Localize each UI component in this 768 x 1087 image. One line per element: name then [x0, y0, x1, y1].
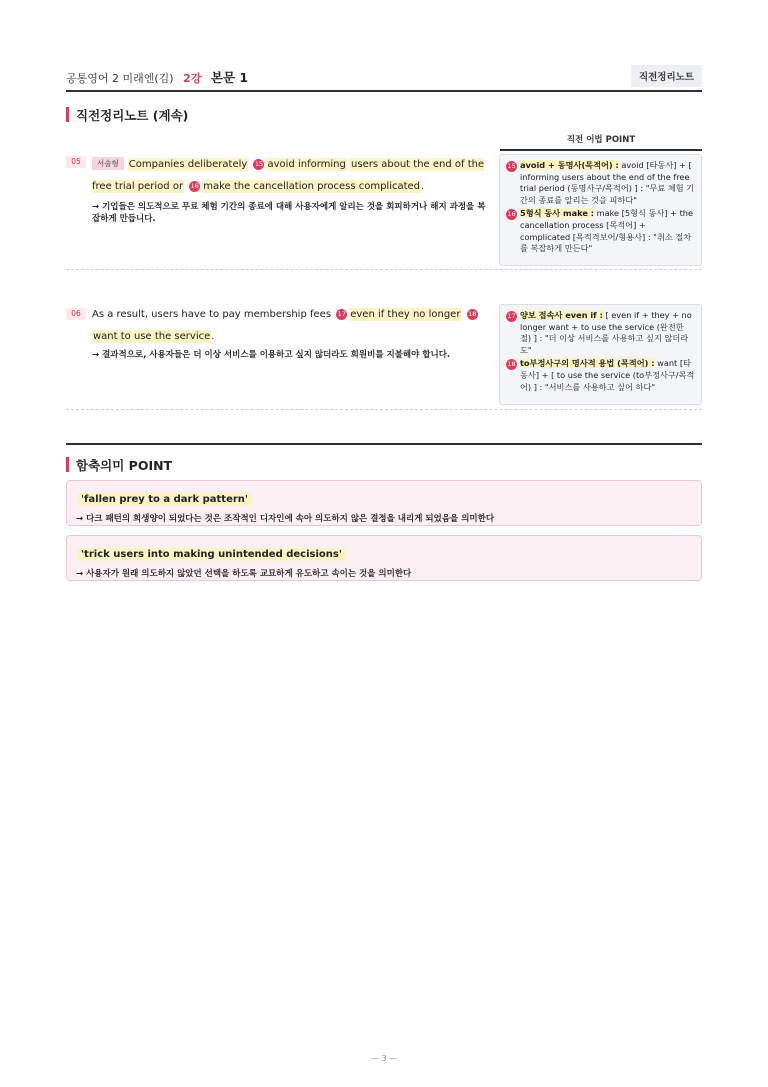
- point-number-badge: 18: [467, 310, 477, 318]
- implication-meaning: → 사용자가 원래 의도하지 않았던 선택을 하도록 교묘하게 유도하고 속이는 것을 의미한다: [76, 569, 412, 579]
- question-type-tag: 서술형: [92, 157, 124, 170]
- highlighted-phrase: make the cancellation process complicated: [203, 181, 421, 192]
- grammar-key: 양보 접속사 even if :: [520, 310, 603, 320]
- grammar-point-item: [506, 160, 695, 206]
- korean-translation: → 결과적으로, 사용자들은 더 이상 서비스를 이용하고 싶지 않더라도 회원비를 지불해야 합니다.: [92, 350, 451, 360]
- implication-meaning: → 다크 패턴의 희생양이 되었다는 것은 조작적인 디자인에 속아 의도하지 않은 결정을 내리게 되었음을 의미한다: [76, 514, 495, 524]
- grammar-point-box: [499, 304, 702, 405]
- grammar-point-item: [506, 358, 695, 393]
- implication-phrase: 'fallen prey to a dark pattern': [77, 493, 252, 506]
- grammar-explanation: avoid [타동사] + [ informing users about the end of the free trial period (동명사구/목적어) ] : "무료 체험 기간의 종료를 알리는 것을 피하다": [520, 160, 695, 205]
- header-badge: 직전정리노트: [631, 65, 702, 87]
- highlighted-phrase: want to use the service: [93, 331, 211, 342]
- sentence-row-06: [66, 303, 702, 410]
- english-sentence: [92, 304, 488, 348]
- grammar-key: avoid + 동명사(목적어) :: [520, 160, 619, 170]
- grammar-explanation: [ even if + they + no longer want + to use the service (완전한 절) ] : "더 이상 서비스를 사용하고 싶지 않더라도": [520, 310, 692, 355]
- sentence-segment: As a result, users have to pay membership fees: [92, 309, 332, 320]
- grammar-key: to부정사구의 명사적 용법 (목적어) :: [520, 358, 655, 369]
- korean-translation: → 기업들은 의도적으로 무료 체험 기간의 종료에 대해 사용자에게 알리는 것을 회피하거나 해지 과정을 복잡하게 만듭니다.: [92, 202, 486, 224]
- section-title-implication: 함축의미 POINT: [66, 456, 172, 474]
- grammar-point-item: [506, 208, 695, 254]
- course-title: [66, 68, 248, 86]
- grammar-key: 5형식 동사 make :: [520, 208, 594, 219]
- point-number-badge: 16: [507, 210, 516, 219]
- implication-box: [66, 535, 702, 581]
- english-sentence: [92, 154, 488, 198]
- point-number-badge: 15: [507, 162, 516, 170]
- unit-title: 본문 1: [210, 70, 249, 85]
- highlighted-phrase: avoid informing: [267, 159, 346, 170]
- row-separator: [66, 269, 702, 270]
- course-name: 공통영어 2 미래엔(김): [66, 72, 174, 85]
- point-number-badge: 16: [190, 182, 199, 190]
- sentence-row-05: [66, 154, 702, 270]
- point-number-badge: 18: [507, 360, 516, 369]
- point-number-badge: 17: [507, 312, 516, 320]
- point-number-badge: 17: [337, 310, 346, 318]
- sentence-segment: users about the end of the free trial period or: [92, 159, 485, 192]
- grammar-explanation: make [5형식 동사] + the cancellation process [목적어] + complicated [목적격보어/형용사] : "취소 절차를 복잡하게 만든다": [520, 208, 694, 254]
- row-separator: [66, 409, 702, 410]
- page-number: — 3 —: [370, 1054, 398, 1063]
- grammar-explanation: want [타동사] + [ to use the service (to부정사구/목적어) ] : "서비스를 사용하고 싶어 하다": [520, 358, 695, 392]
- point-number-badge: 15: [254, 160, 264, 168]
- section-divider: [66, 443, 702, 445]
- page-header: [66, 64, 702, 92]
- sentence-number: 06: [66, 308, 86, 320]
- grammar-point-item: [506, 310, 695, 356]
- sentence-segment: Companies deliberately: [128, 159, 248, 170]
- sentence-number: 05: [66, 156, 86, 168]
- sentence-period: .: [211, 331, 215, 342]
- implication-phrase: 'trick users into making unintended decisions': [77, 548, 346, 561]
- grammar-point-box: [499, 154, 702, 266]
- grammar-point-heading: 직전 어법 POINT: [500, 133, 702, 151]
- implication-box: [66, 480, 702, 526]
- lesson-number: 2강: [183, 72, 202, 85]
- sentence-period: .: [421, 181, 425, 192]
- section-title-notes: 직전정리노트 (계속): [66, 106, 188, 124]
- highlighted-phrase: even if they no longer: [350, 309, 461, 320]
